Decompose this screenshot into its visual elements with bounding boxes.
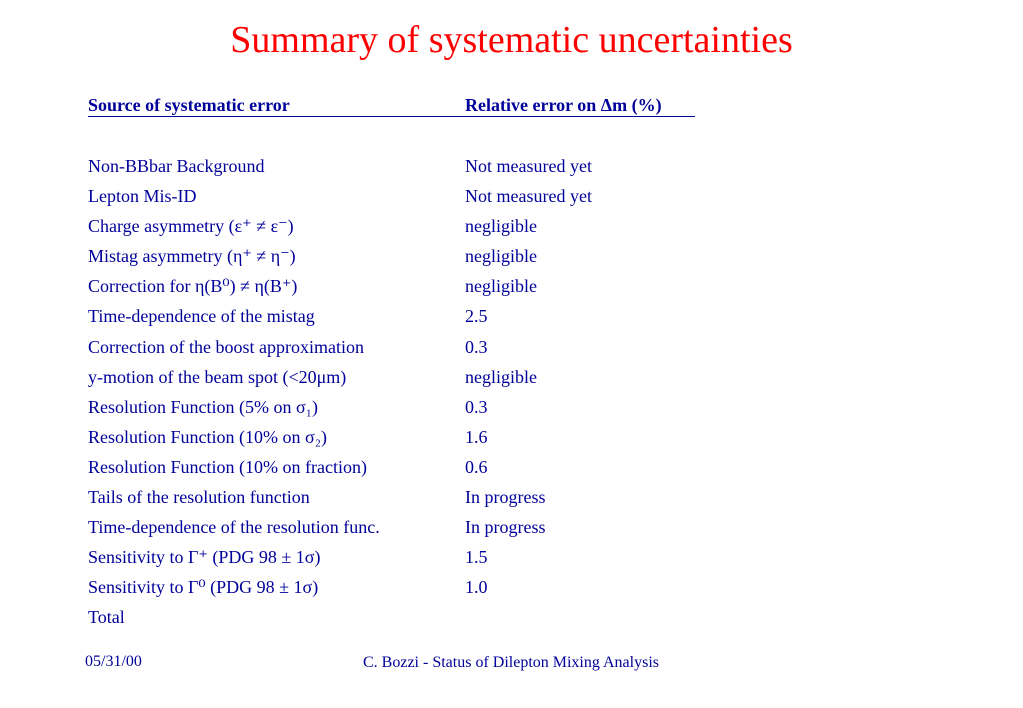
value-cell: negligible — [465, 366, 537, 387]
table-row — [0, 572, 1023, 602]
source-cell: Mistag asymmetry (η⁺ ≠ η⁻) — [88, 246, 296, 267]
value-cell: 0.3 — [465, 336, 488, 357]
source-cell: Correction for η(B⁰) ≠ η(B⁺) — [88, 276, 298, 297]
table-row — [0, 452, 1023, 482]
value-cell: In progress — [465, 487, 546, 508]
source-cell: Time-dependence of the resolution func. — [88, 517, 380, 538]
value-cell: 1.5 — [465, 547, 488, 568]
table-row — [0, 422, 1023, 452]
table-row — [0, 181, 1023, 211]
table-row — [0, 211, 1023, 241]
source-cell: Correction of the boost approximation — [88, 336, 364, 357]
value-cell: 0.3 — [465, 396, 488, 417]
table-row — [0, 241, 1023, 271]
table-row — [0, 392, 1023, 422]
value-cell: Not measured yet — [465, 156, 592, 176]
source-cell: Total — [88, 607, 125, 628]
footer-credit: C. Bozzi - Status of Dilepton Mixing Analysis — [363, 654, 659, 671]
source-cell: Sensitivity to Γ⁰ (PDG 98 ± 1σ) — [88, 577, 319, 598]
source-cell: y-motion of the beam spot (<20μm) — [88, 366, 347, 387]
source-cell: Resolution Function (10% on fraction) — [88, 456, 367, 477]
source-cell: Sensitivity to Γ⁺ (PDG 98 ± 1σ) — [88, 547, 321, 568]
value-cell: negligible — [465, 276, 537, 297]
value-cell: In progress — [465, 517, 546, 538]
source-cell: Resolution Function (5% on σ₁) — [88, 396, 318, 417]
value-cell: negligible — [465, 246, 537, 267]
value-cell: Not measured yet — [465, 186, 592, 207]
table-row — [0, 602, 1023, 632]
source-cell: Lepton Mis-ID — [88, 186, 197, 207]
slide-title: Summary of systematic uncertainties — [230, 19, 793, 61]
header-underline — [88, 116, 695, 117]
table-row — [0, 362, 1023, 392]
value-cell: negligible — [465, 216, 537, 237]
table-row — [0, 512, 1023, 542]
source-cell: Charge asymmetry (ε⁺ ≠ ε⁻) — [88, 216, 294, 237]
header-relative-error: Relative error on Δm (%) — [465, 95, 662, 115]
source-cell: Non-BBbar Background — [88, 156, 265, 176]
header-source: Source of systematic error — [88, 95, 290, 115]
value-cell: 0.6 — [465, 456, 488, 477]
table-row — [0, 271, 1023, 301]
table-row — [0, 332, 1023, 362]
value-cell: 2.5 — [465, 306, 488, 327]
systematics-table — [0, 151, 1023, 633]
source-cell: Tails of the resolution function — [88, 487, 310, 508]
table-row — [0, 482, 1023, 512]
source-cell: Time-dependence of the mistag — [88, 306, 315, 327]
value-cell: 1.0 — [465, 577, 488, 598]
footer-date: 05/31/00 — [85, 653, 142, 670]
table-row — [0, 301, 1023, 331]
table-row — [0, 151, 1023, 181]
source-cell: Resolution Function (10% on σ₂) — [88, 426, 327, 447]
table-row — [0, 542, 1023, 572]
value-cell: 1.6 — [465, 426, 488, 447]
